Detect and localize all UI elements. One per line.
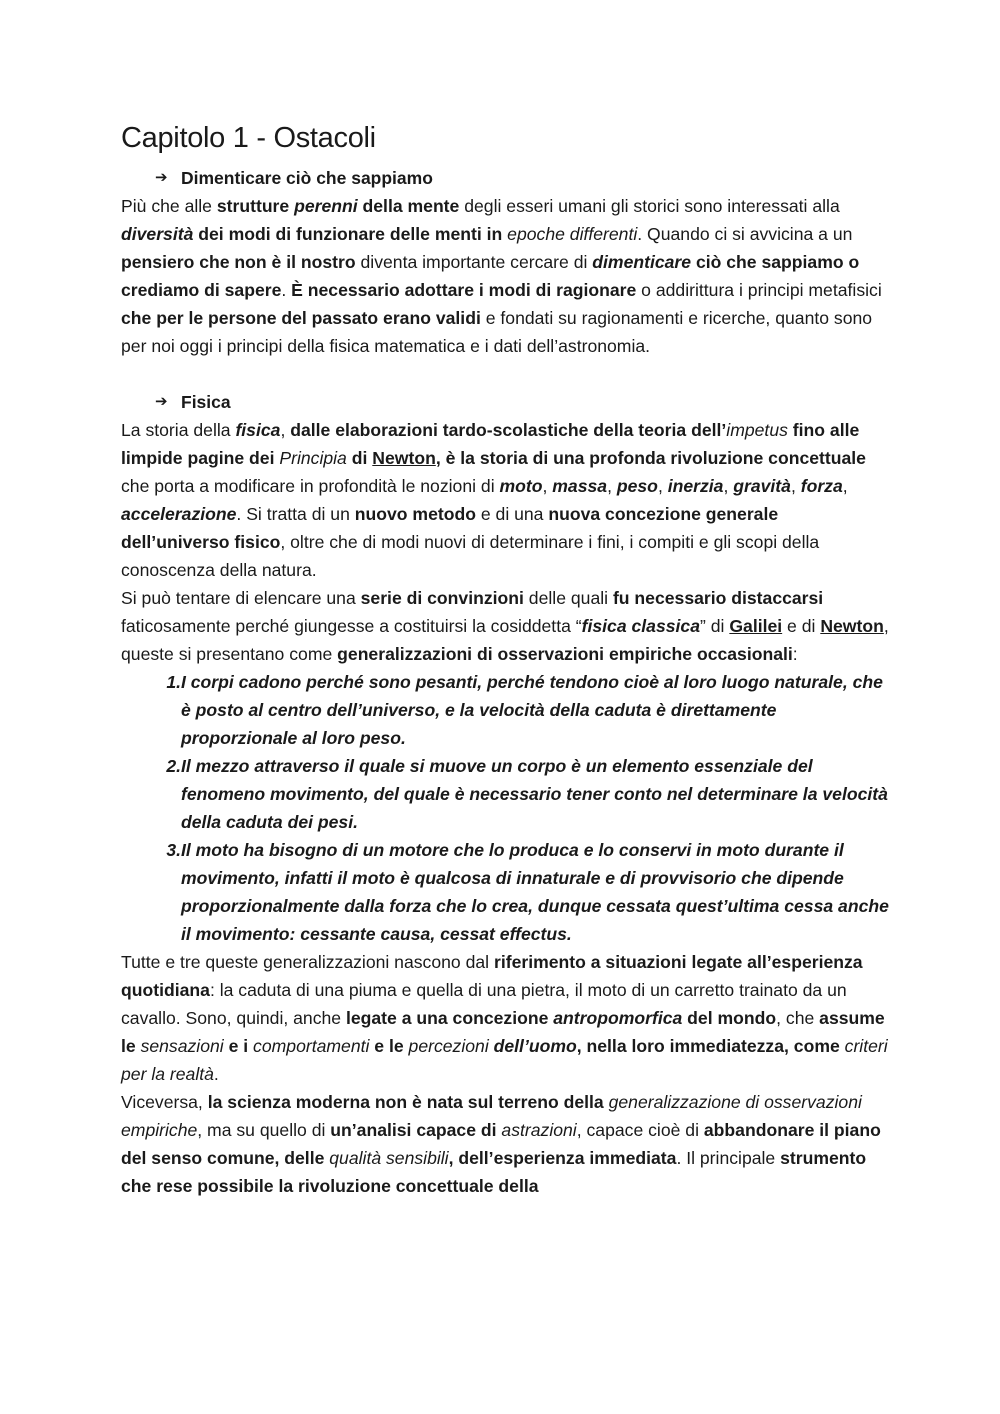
text-run: La storia della [121, 420, 236, 440]
text-run: Newton [820, 616, 884, 636]
text-run: percezioni [408, 1036, 494, 1056]
text-run: : la caduta di una piuma e quella di una pietra, il moto di un carretto trainato da un cavallo. Sono, quindi, anche [121, 980, 847, 1028]
list-item [121, 836, 889, 948]
text-run: , [842, 476, 848, 496]
text-run: e di una [475, 504, 549, 524]
text-run: , [790, 476, 801, 496]
list-item [121, 752, 889, 836]
paragraph [121, 1088, 889, 1200]
text-run: . Si tratta di un [236, 504, 355, 524]
chapter-title: Capitolo 1 - Ostacoli [121, 122, 376, 154]
list-number: 2. [166, 756, 181, 776]
text-run: criteri per la realtà [121, 1036, 888, 1084]
text-run: , [607, 476, 617, 496]
text-run: sensazioni [140, 1036, 224, 1056]
text-run: fisica classica [581, 616, 700, 636]
text-run: e i [223, 1036, 254, 1056]
text-run: Più che alle [121, 196, 217, 216]
text-run: inerzia [667, 476, 724, 496]
text-run: Tutte e tre queste generalizzazioni nascono dal [121, 952, 494, 972]
text-run: . Quando ci si avvicina a un [637, 224, 853, 244]
text-run: serie di convinzioni [360, 588, 524, 608]
text-run: assume le [121, 1008, 885, 1056]
text-run: , queste si presentano come [121, 616, 889, 664]
text-run: che porta a modificare in profondità le nozioni di [121, 476, 500, 496]
text-run: abbandonare il piano del senso comune, delle [121, 1120, 881, 1168]
text-run: riferimento a situazioni legate all’esperienza quotidiana [121, 952, 863, 1000]
text-run: della mente [357, 196, 460, 216]
text-run: degli esseri umani gli storici sono interessati alla [459, 196, 840, 216]
text-run: che per le persone del passato erano validi [121, 308, 481, 328]
text-run: nuova concezione generale dell’universo fisico [121, 504, 779, 552]
numbered-list [121, 668, 889, 948]
text-run: Galilei [729, 616, 783, 636]
text-run: fino alle limpide pagine dei [121, 420, 860, 468]
text-run: di [346, 448, 373, 468]
text-run: È necessario adottare i modi di ragionare [291, 280, 637, 300]
text-run: e fondati su ragionamenti e ricerche, quanto sono per noi oggi i principi della fisica matematica e i dati dell’astronomia. [121, 308, 873, 356]
list-item-text: Il moto ha bisogno di un motore che lo produca e lo conservi in moto durante il movimento, infatti il moto è qualcosa di innaturale e di provvisorio che dipende proporzionalmente dalla forza che lo crea, dunque cessata quest’ultima cessa anche il movimento: cessante causa, cessat effectus. [181, 840, 889, 944]
text-run: massa [552, 476, 608, 496]
text-run: Newton [372, 448, 436, 468]
text-run: Viceversa, [121, 1092, 208, 1112]
text-run: forza [800, 476, 843, 496]
text-run: Si può tentare di elencare una [121, 588, 361, 608]
text-run: dell’uomo [493, 1036, 577, 1056]
text-run: , dell’esperienza immediata [448, 1148, 677, 1168]
text-run: gravità [733, 476, 791, 496]
text-run: impetus [726, 420, 788, 440]
text-run: un’analisi capace di [330, 1120, 502, 1140]
text-run: ” di [700, 616, 730, 636]
section-heading-label: Dimenticare ciò che sappiamo [181, 168, 433, 188]
text-run: fisica [235, 420, 281, 440]
section-heading-label: Fisica [181, 392, 231, 412]
text-run: diversità [121, 224, 194, 244]
text-run: , nella loro immediatezza, come [576, 1036, 845, 1056]
section-heading-fisica [155, 388, 889, 416]
text-run: ciò che sappiamo o crediamo di sapere [121, 252, 860, 300]
text-run: astrazioni [501, 1120, 577, 1140]
text-run: strutture [216, 196, 295, 216]
text-run: e di [782, 616, 821, 636]
text-run: perenni [294, 196, 358, 216]
text-run: dimenticare [592, 252, 692, 272]
text-run: qualità sensibili [329, 1148, 449, 1168]
list-item [121, 668, 889, 752]
text-run: , capace cioè di [576, 1120, 704, 1140]
text-run: . Il principale [676, 1148, 781, 1168]
spacer [121, 360, 889, 388]
text-run: delle quali [523, 588, 613, 608]
text-run: la scienza moderna non è nata sul terreno della [207, 1092, 609, 1112]
section-heading-dimenticare [155, 164, 889, 192]
text-run: . [281, 280, 292, 300]
document-page [121, 118, 889, 1200]
text-run: moto [499, 476, 543, 496]
text-run: , è la storia di una profonda rivoluzione concettuale [435, 448, 866, 468]
text-run: fu necessario distaccarsi [612, 588, 824, 608]
text-run: del mondo [682, 1008, 777, 1028]
text-run: Principia [279, 448, 347, 468]
paragraph [121, 584, 889, 668]
text-run: peso [616, 476, 658, 496]
list-item-text: Il mezzo attraverso il quale si muove un corpo è un elemento essenziale del fenomeno movimento, del quale è necessario tener conto nel determinare la velocità della caduta dei pesi. [181, 756, 888, 832]
text-run: , oltre che di modi nuovi di determinare i fini, i compiti e gli scopi della conoscenza della natura. [121, 532, 820, 580]
paragraph [121, 192, 889, 360]
arrow-right-icon: ➔ [155, 393, 168, 410]
text-run: legate a una concezione [345, 1008, 554, 1028]
list-number: 1. [166, 672, 181, 692]
paragraph [121, 948, 889, 1088]
text-run: antropomorfica [553, 1008, 683, 1028]
text-run: dalle elaborazioni tardo-scolastiche della teoria dell’ [290, 420, 727, 440]
text-run: o addirittura i principi metafisici [636, 280, 882, 300]
text-run: . [213, 1064, 219, 1084]
text-run: accelerazione [121, 504, 237, 524]
text-run: , [723, 476, 734, 496]
arrow-right-icon: ➔ [155, 169, 168, 186]
text-run: , [280, 420, 291, 440]
text-run: generalizzazione di osservazioni empiriche [121, 1092, 862, 1140]
text-run: , che [776, 1008, 820, 1028]
list-item-text: I corpi cadono perché sono pesanti, perché tendono cioè al loro luogo naturale, che è posto al centro dell’universo, e la velocità della caduta è direttamente proporzionale al loro peso. [181, 672, 883, 748]
text-run: nuovo metodo [354, 504, 476, 524]
text-run: : [792, 644, 798, 664]
text-run: comportamenti [253, 1036, 370, 1056]
text-run: generalizzazioni di osservazioni empiriche occasionali [337, 644, 793, 664]
text-run: , [657, 476, 668, 496]
paragraph [121, 416, 889, 584]
text-run: diventa importante cercare di [355, 252, 593, 272]
list-number: 3. [166, 840, 181, 860]
text-run: faticosamente perché giungesse a costituirsi la cosiddetta “ [121, 616, 582, 636]
text-run: epoche differenti [507, 224, 638, 244]
text-run: strumento che rese possibile la rivoluzione concettuale della [121, 1148, 867, 1196]
text-run: , ma su quello di [197, 1120, 331, 1140]
text-run: pensiero che non è il nostro [121, 252, 356, 272]
text-run: , [542, 476, 553, 496]
text-run: dei modi di funzionare delle menti in [193, 224, 508, 244]
text-run: e le [369, 1036, 409, 1056]
